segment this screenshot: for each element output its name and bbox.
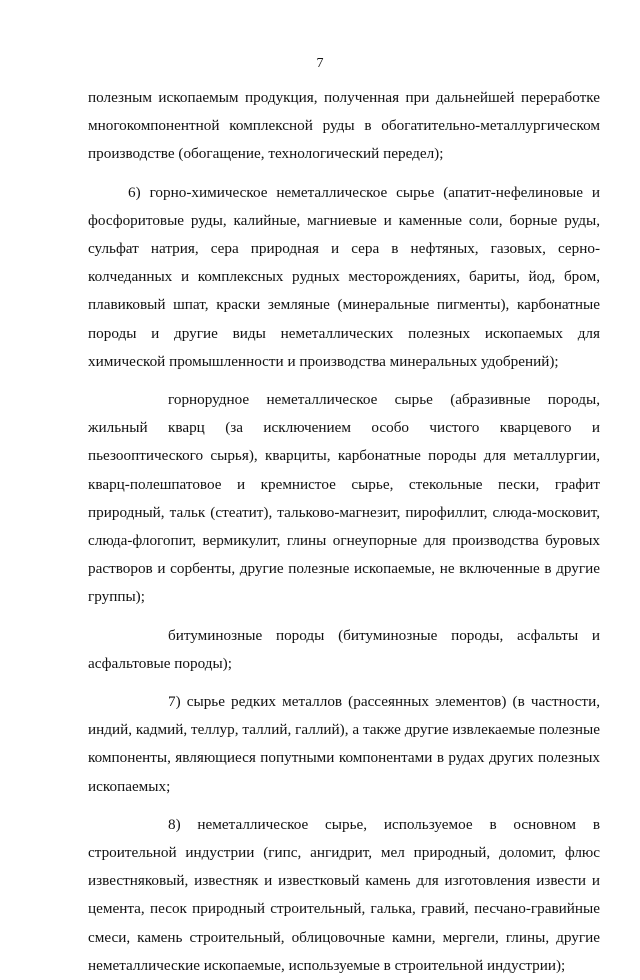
paragraph-item-6: 6) горно-химическое неметаллическое сырье (апатит-нефелиновые и фосфоритовые руды, калийные, магниевые и каменные соли, борные руды, сульфат натрия, сера природная и сера в нефтяных, газовых, серно-колчеданных и комплексных рудных месторождениях, бариты, йод, бром, плавиковый шпат, краски земляные (минеральные пигменты), карбонатные породы и другие виды неметаллических полезных ископаемых для химической промышленности и производства минеральных удобрений); bbox=[88, 183, 600, 370]
paragraph-bituminous: битуминозные породы (битуминозные породы, асфальты и асфальтовые породы); bbox=[88, 626, 600, 672]
page-number: 7 bbox=[316, 56, 324, 71]
document-body bbox=[88, 84, 600, 980]
paragraph-continuation: полезным ископаемым продукция, полученная при дальнейшей переработке многокомпонентной комплексной руды в обогатительно-металлургическом производстве (обогащение, технологический передел); bbox=[88, 89, 600, 163]
paragraph-item-8: 8) неметаллическое сырье, используемое в основном в строительной индустрии (гипс, ангидрит, мел природный, доломит, флюс известняковый, известняк и известковый камень для изготовления извести и цемента, песок природный строительный, галька, гравий, песчано-гравийные смеси, камень строительный, облицовочные камни, мергели, глины, другие неметаллические ископаемые, используемые в строительной индустрии); bbox=[88, 815, 600, 974]
paragraph-item-7: 7) сырье редких металлов (рассеянных элементов) (в частности, индий, кадмий, теллур, таллий, галлий), а также другие извлекаемые полезные компоненты, являющиеся попутными компонентами в рудах других полезных ископаемых; bbox=[88, 693, 600, 795]
paragraph-ore-nonmetallic: горнорудное неметаллическое сырье (абразивные породы, жильный кварц (за исключением особо чистого кварцевого и пьезооптического сырья), кварциты, карбонатные породы для металлургии, кварц-полешпатовое и кремнистое сырье, стекольные пески, графит природный, тальк (стеатит), тальково-магнезит, пирофиллит, слюда-московит, слюда-флогопит, вермикулит, глины огнеупорные для производства буровых растворов и сорбенты, другие полезные ископаемые, не включенные в другие группы); bbox=[88, 391, 600, 606]
